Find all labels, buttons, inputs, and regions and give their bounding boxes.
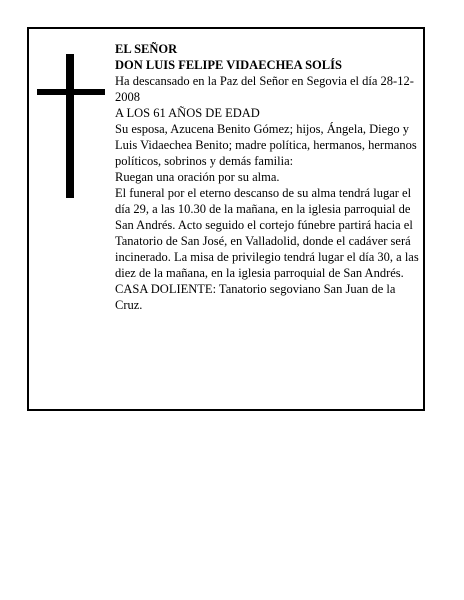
age-statement: A LOS 61 AÑOS DE EDAD [115, 106, 260, 120]
notice-title: EL SEÑOR [115, 42, 178, 56]
obituary-notice [27, 27, 425, 411]
family-statement: Su esposa, Azucena Benito Gómez; hijos, Ángela, Diego y Luis Vidaechea Benito; madre política, hermanos, hermanos políticos, sobrinos y demás familia: [115, 122, 417, 168]
prayer-request: Ruegan una oración por su alma. [115, 170, 280, 184]
mourning-house: CASA DOLIENTE: Tanatorio segoviano San Juan de la Cruz. [115, 282, 396, 312]
cross-horizontal-bar [37, 89, 105, 95]
cross-vertical-bar [66, 54, 74, 198]
notice-text [115, 41, 419, 313]
funeral-details: El funeral por el eterno descanso de su alma tendrá lugar el día 29, a las 10.30 de la mañana, en la iglesia parroquial de San Andrés. Acto seguido el cortejo fúnebre partirá hacia el Tanatorio de San José, en Valladolid, donde el cadáver será incinerado. La misa de privilegio tendrá lugar el día 30, a las diez de la mañana, en la iglesia parroquial de San Andrés. [115, 186, 419, 280]
death-statement: Ha descansado en la Paz del Señor en Segovia el día 28-12-2008 [115, 74, 414, 104]
cross-icon [37, 54, 105, 198]
deceased-name: DON LUIS FELIPE VIDAECHEA SOLÍS [115, 58, 342, 72]
